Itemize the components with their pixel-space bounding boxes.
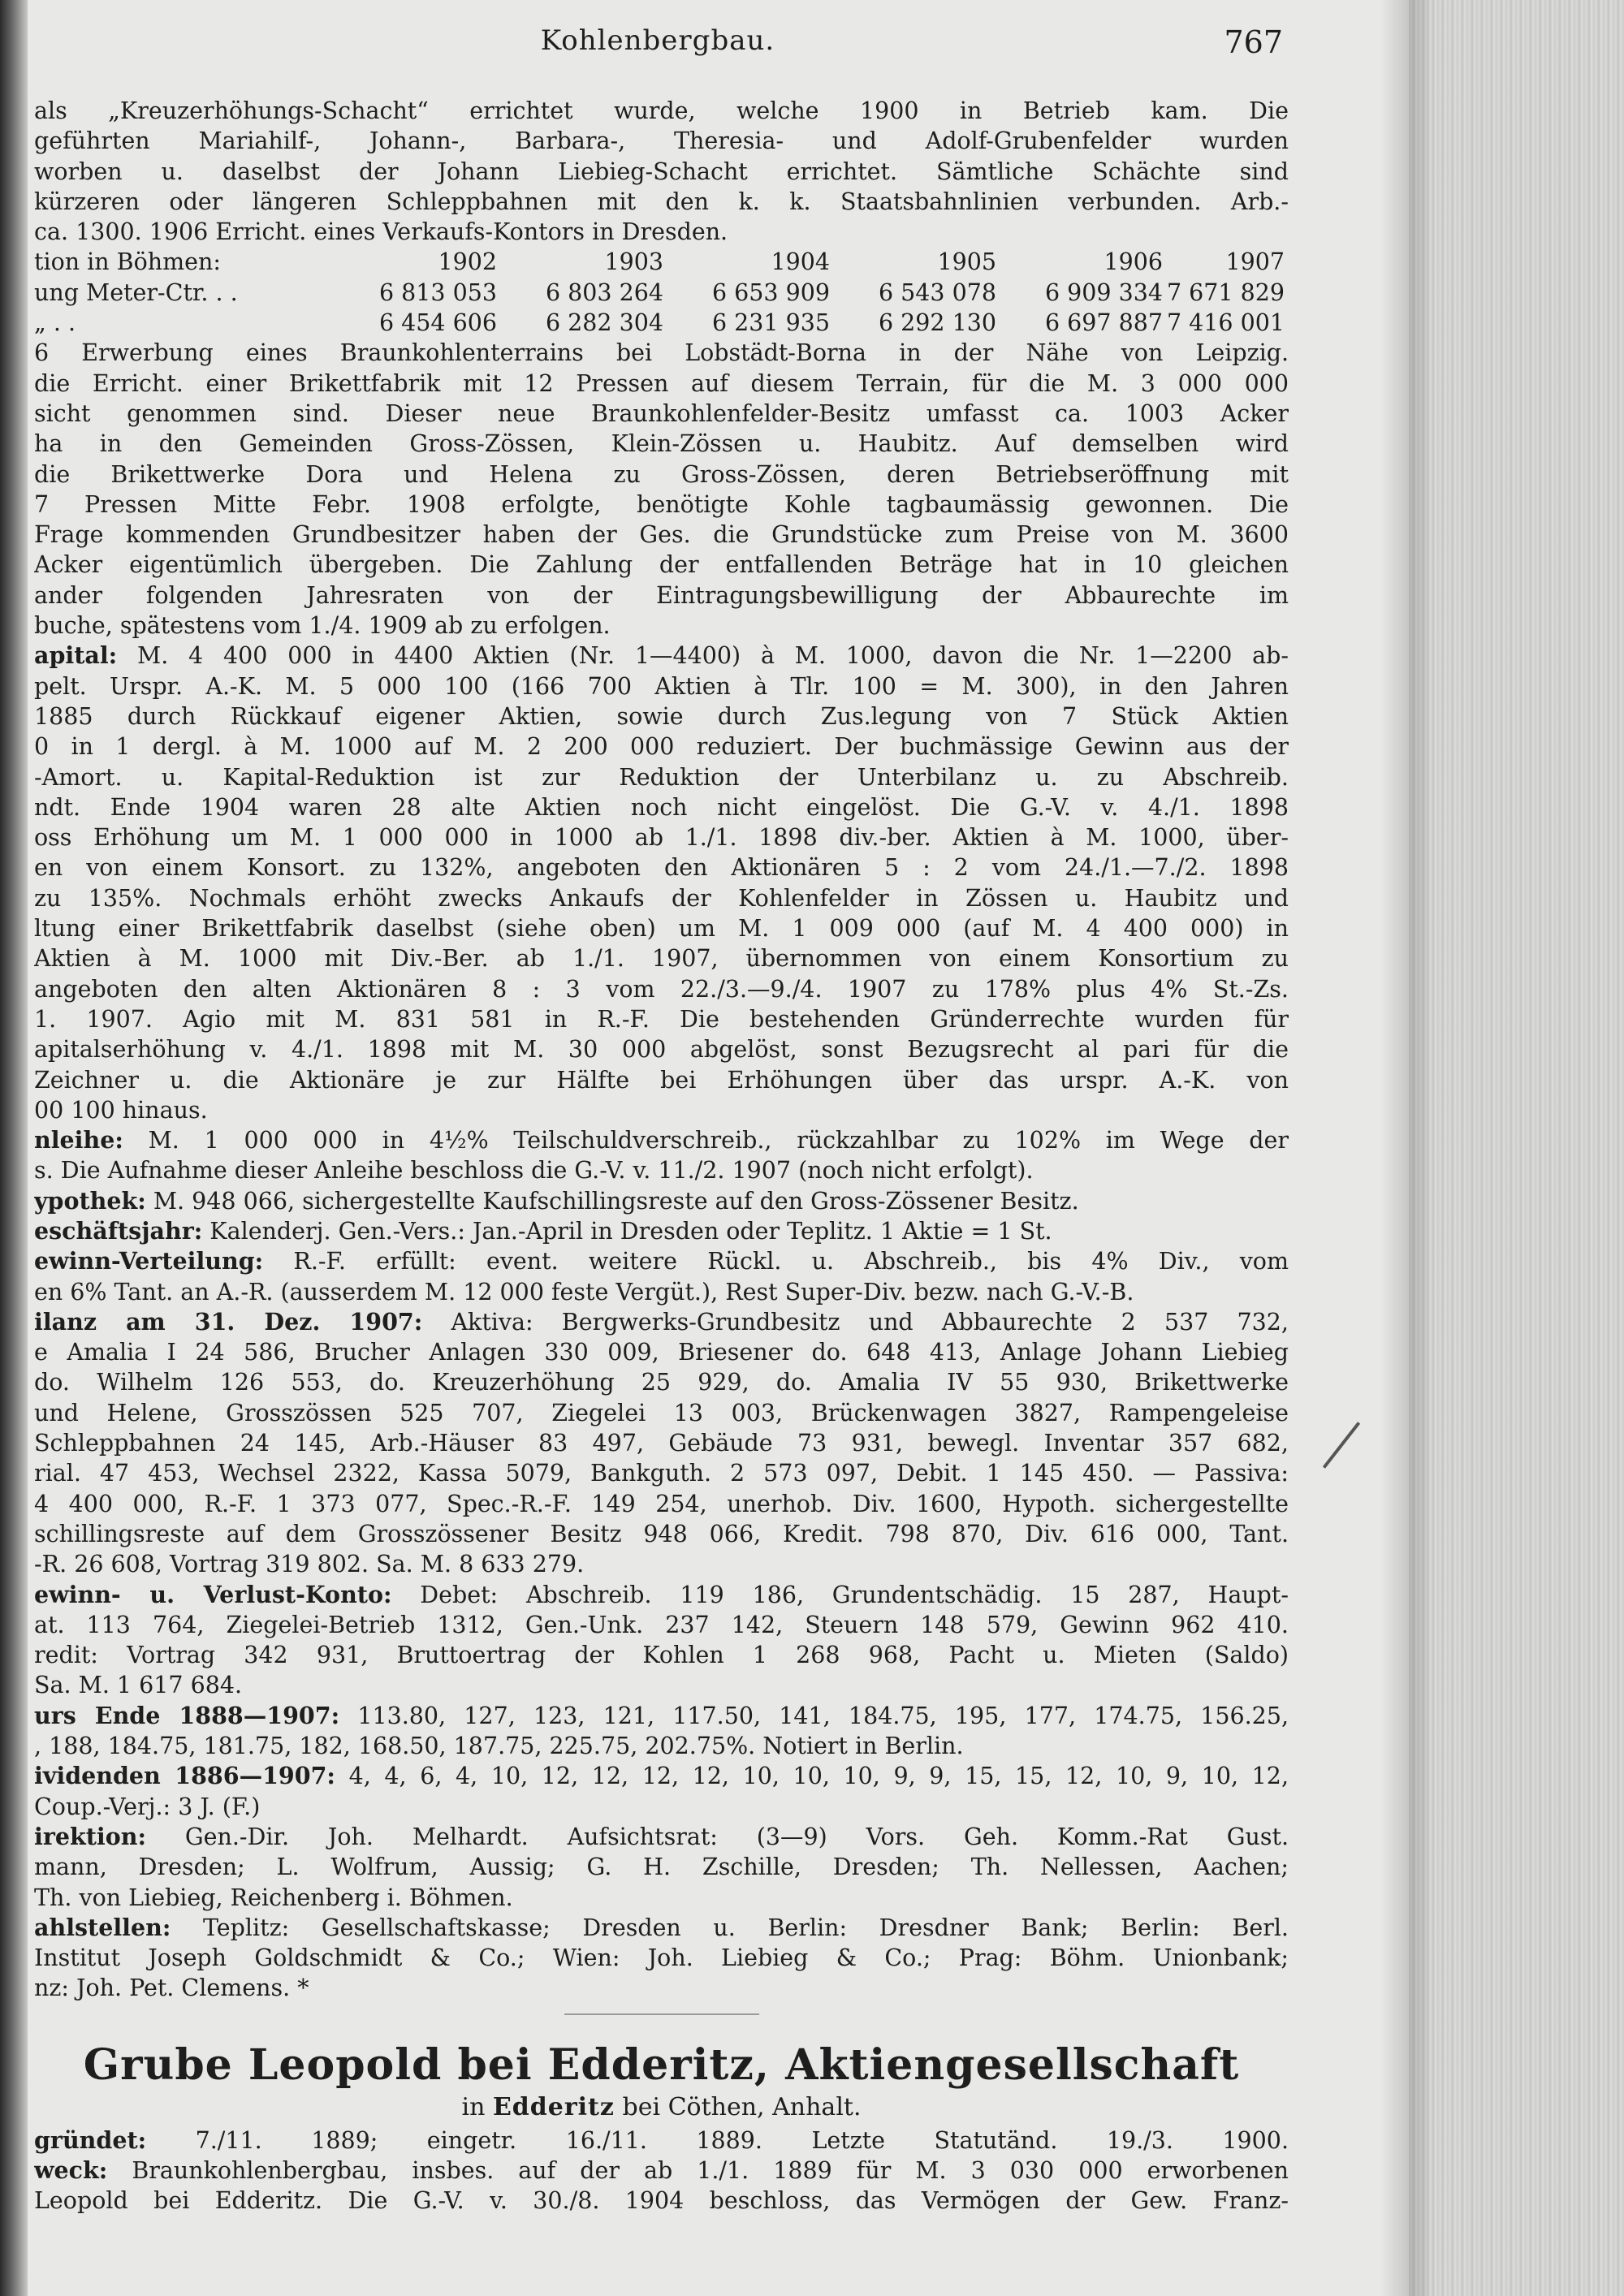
section-label: ypothek: (34, 1186, 146, 1215)
section-label: irektion: (34, 1822, 146, 1850)
gutter-shadow (1380, 0, 1429, 2296)
text-line (34, 1549, 1289, 1579)
text-line: kürzeren oder längeren Schleppbahnen mit den k. k. Staatsbahnlinien verbunden. Arb.- (34, 188, 1289, 215)
text-line (34, 1004, 1289, 1034)
table-row (34, 247, 1289, 277)
pencil-mark (1323, 1422, 1360, 1469)
section-text: 0 in 1 dergl. à M. 1000 auf M. 2 200 000 reduziert. Der buchmässige Gewinn aus der (34, 733, 1289, 761)
section-text: angeboten den alten Aktionären 8 : 3 vom 22./3.—9./4. 1907 zu 178% plus 4% St.-Zs. (34, 975, 1289, 1003)
table-cell: 6 697 887 (1044, 309, 1163, 337)
text-line: ander folgenden Jahresraten von der Eintragungsbewilligung der Abbaurechte im (34, 581, 1289, 609)
section-label: ividenden 1886—1907: (34, 1762, 335, 1790)
text-line (34, 732, 1289, 762)
table-cell: 1906 (1104, 248, 1163, 276)
section-first-line (34, 1822, 1289, 1852)
section-label: ilanz am 31. Dez. 1907: (34, 1307, 423, 1336)
text-line (34, 1155, 1289, 1185)
section-text: Institut Joseph Goldschmidt & Co.; Wien: Joh. Liebieg & Co.; Prag: Böhm. Unionbank; (34, 1944, 1289, 1972)
section-text: Braunkohlenbergbau, insbes. auf der ab 1./1. 1889 für M. 3 030 000 erworbenen (132, 2157, 1289, 2184)
section-text: mann, Dresden; L. Wolfrum, Aussig; G. H. Zschille, Dresden; Th. Nellessen, Aachen; (34, 1854, 1289, 1881)
table-row (34, 278, 1289, 308)
section-text: Gen.-Dir. Joh. Melhardt. Aufsichtsrat: (3—9) Vors. Geh. Komm.-Rat Gust. (184, 1823, 1289, 1850)
section-text: en von einem Konsort. zu 132%, angeboten den Aktionären 5 : 2 vom 24./1.—7./2. 1898 (34, 854, 1289, 882)
section-text: schillingsreste auf dem Grosszössener Besitz 948 066, Kredit. 798 870, Div. 616 000, Tant. (34, 1520, 1289, 1547)
text-line: 7 Pressen Mitte Febr. 1908 erfolgte, benötigte Kohle tagbaumässig gewonnen. Die (34, 490, 1289, 518)
section-text: ndt. Ende 1904 waren 28 alte Aktien noch nicht eingelöst. Die G.-V. v. 4./1. 1898 (34, 793, 1289, 821)
table-cell: 6 292 130 (878, 309, 996, 337)
binding-edge-shadow (0, 0, 28, 2296)
table-cell: 6 543 078 (878, 278, 996, 306)
section-text: Th. von Liebieg, Reichenberg i. Böhmen. (34, 1884, 513, 1911)
page-body (34, 96, 1289, 2216)
text-line (34, 913, 1289, 943)
section-first-line (34, 1186, 1289, 1216)
company-sections (34, 641, 1289, 2003)
text-line (34, 792, 1289, 822)
text-line: die Erricht. einer Brikettfabrik mit 12 Pressen auf diesem Terrain, für die M. 3 000 000 (34, 369, 1289, 397)
section-text: Coup.-Verj.: 3 J. (F.) (34, 1793, 261, 1820)
section-text: do. Wilhelm 126 553, do. Kreuzerhöhung 25 929, do. Amalia IV 55 930, Brikettwerke (34, 1369, 1289, 1396)
text-line (34, 1034, 1289, 1064)
section-text: Sa. M. 1 617 684. (34, 1672, 243, 1699)
section-first-line (34, 1701, 1289, 1731)
section-text: ltung einer Brikettfabrik daselbst (siehe oben) um M. 1 009 000 (auf M. 4 400 000) in (34, 915, 1289, 943)
text-line: Frage kommenden Grundbesitzer haben der Ges. die Grundstücke zum Preise von M. 3600 (34, 521, 1289, 549)
section-first-line (34, 1246, 1289, 1276)
text-line: worben u. daselbst der Johann Liebieg-Schacht errichtet. Sämtliche Schächte sind (34, 158, 1289, 185)
text-line (34, 974, 1289, 1004)
section-label: nleihe: (34, 1126, 123, 1154)
table-cell: 6 803 264 (545, 278, 663, 306)
section-label: urs Ende 1888—1907: (34, 1701, 340, 1729)
text-line: ca. 1300. 1906 Erricht. eines Verkaufs-Kontors in Dresden. (34, 218, 728, 246)
section-label: gründet: (34, 2126, 147, 2154)
text-line (34, 2186, 1289, 2216)
text-line (34, 1398, 1289, 1428)
table-cell: 1904 (771, 248, 830, 276)
text-line: geführten Mariahilf-, Johann-, Barbara-, Theresia- und Adolf-Grubenfelder wurden (34, 127, 1289, 155)
text-line: als „Kreuzerhöhungs-Schacht“ errichtet wurde, welche 1900 in Betrieb kam. Die (34, 97, 1289, 124)
text-line: Acker eigentümlich übergeben. Die Zahlung der entfallenden Beträge hat in 10 gleichen (34, 551, 1289, 579)
section-label: ahlstellen: (34, 1913, 171, 1941)
table-cell: 6 454 606 (378, 309, 497, 337)
section-text: rial. 47 453, Wechsel 2322, Kassa 5079, Bankguth. 2 573 097, Debit. 1 145 450. — Passiva: (34, 1460, 1289, 1487)
text-line (34, 1367, 1289, 1397)
text-line (34, 1428, 1289, 1458)
text-line (34, 1640, 1289, 1670)
text-line (34, 1943, 1289, 1973)
next-company-entries (34, 2126, 1289, 2216)
intro-paragraph (34, 96, 1289, 247)
section-text: Zeichner u. die Aktionäre je zur Hälfte bei Erhöhungen über das urspr. A.-K. von (34, 1066, 1289, 1094)
section-text: at. 113 764, Ziegelei-Betrieb 1312, Gen.-Unk. 237 142, Steuern 148 579, Gewinn 962 410. (34, 1611, 1289, 1638)
section-first-line (34, 1307, 1289, 1337)
section-text: -Amort. u. Kapital-Reduktion ist zur Reduktion der Unterbilanz u. zu Abschreib. (34, 763, 1289, 791)
table-cell: 6 653 909 (711, 278, 830, 306)
section-first-line (34, 1580, 1289, 1610)
section-text: 4, 4, 6, 4, 10, 12, 12, 12, 12, 10, 10, 10, 9, 9, 15, 15, 12, 10, 9, 10, 12, (348, 1763, 1289, 1790)
table-row (34, 308, 1289, 338)
text-line (34, 2156, 1289, 2186)
section-text: 1. 1907. Agio mit M. 831 581 in R.-F. Die bestehenden Gründerrechte wurden für (34, 1005, 1289, 1033)
table-cell: 1907 (1225, 248, 1285, 276)
table-cell: 1903 (604, 248, 663, 276)
section-text: e Amalia I 24 586, Brucher Anlagen 330 009, Briesener do. 648 413, Anlage Johann Liebieg (34, 1339, 1289, 1366)
section-text: M. 948 066, sichergestellte Kaufschillingsreste auf den Gross-Zössener Besitz. (153, 1187, 1079, 1215)
table-cell: 7 671 829 (1166, 278, 1285, 306)
table-cell: 6 231 935 (711, 309, 830, 337)
table-cell: „ . . (34, 309, 76, 337)
section-text: M. 4 400 000 in 4400 Aktien (Nr. 1—4400) à M. 1000, davon die Nr. 1—2200 ab- (137, 642, 1289, 670)
running-title: Kohlenbergbau. (540, 24, 775, 57)
section-divider (564, 2013, 759, 2015)
text-line: die Brikettwerke Dora und Helena zu Gross-Zössen, deren Betriebseröffnung mit (34, 460, 1289, 488)
section-label: eschäftsjahr: (34, 1216, 203, 1245)
text-line (34, 1519, 1289, 1549)
text-line (34, 1489, 1289, 1519)
text-line (34, 1277, 1289, 1307)
adjacent-page-edges (1409, 0, 1624, 2296)
section-text: Aktien à M. 1000 mit Div.-Ber. ab 1./1. 1907, übernommen von einem Konsortium zu (34, 945, 1289, 973)
text-line: buche, spätestens vom 1./4. 1909 ab zu erfolgen. (34, 612, 611, 640)
production-table (34, 247, 1289, 338)
section-label: apital: (34, 641, 118, 670)
section-text: R.-F. erfüllt: event. weitere Rückl. u. Abschreib., bis 4% Div., vom (293, 1248, 1289, 1275)
section-text: nz: Joh. Pet. Clemens. * (34, 1974, 309, 2002)
section-text: 00 100 hinaus. (34, 1096, 208, 1124)
table-cell: ung Meter-Ctr. . . (34, 278, 238, 306)
text-line (34, 943, 1289, 973)
section-text: Aktiva: Bergwerks-Grundbesitz und Abbaurechte 2 537 732, (451, 1308, 1289, 1336)
section-first-line (34, 1216, 1289, 1246)
section-text: pelt. Urspr. A.-K. M. 5 000 100 (166 700 Aktien à Tlr. 100 = M. 300), in den Jahren (34, 672, 1289, 700)
text-line (34, 1337, 1289, 1367)
section-text: -R. 26 608, Vortrag 319 802. Sa. M. 8 633 279. (34, 1551, 585, 1578)
text-line (34, 1610, 1289, 1640)
section-text: 113.80, 127, 123, 121, 117.50, 141, 184.75, 195, 177, 174.75, 156.25, (357, 1702, 1289, 1729)
text-line (34, 852, 1289, 883)
section-text: Teplitz: Gesellschaftskasse; Dresden u. Berlin: Dresdner Bank; Berlin: Berl. (203, 1914, 1289, 1941)
text-line (34, 1792, 1289, 1822)
text-line (34, 671, 1289, 701)
section-text: und Helene, Grosszössen 525 707, Ziegelei 13 003, Brückenwagen 3827, Rampengeleise (34, 1399, 1289, 1426)
section-text: Debet: Abschreib. 119 186, Grundentschädig. 15 287, Haupt- (420, 1581, 1289, 1608)
section-text: , 188, 184.75, 181.75, 182, 168.50, 187.75, 225.75, 202.75%. Notiert in Berlin. (34, 1733, 964, 1760)
text-line (34, 883, 1289, 913)
section-text: s. Die Aufnahme dieser Anleihe beschloss die G.-V. v. 11./2. 1907 (noch nicht erfolgt). (34, 1157, 1034, 1185)
text-line (34, 1458, 1289, 1488)
section-text: M. 1 000 000 in 4½% Teilschuldverschreib., rückzahlbar zu 102% im Wege der (148, 1127, 1289, 1154)
table-cell: 6 282 304 (545, 309, 663, 337)
text-line (34, 1731, 1289, 1761)
acquisition-paragraph (34, 338, 1289, 641)
section-text: Leopold bei Edderitz. Die G.-V. v. 30./8. 1904 beschloss, das Vermögen der Gew. Franz- (34, 2187, 1289, 2215)
text-line (34, 1095, 1289, 1125)
table-cell: tion in Böhmen: (34, 248, 221, 276)
section-text: redit: Vortrag 342 931, Bruttoertrag der Kohlen 1 268 968, Pacht u. Mieten (Saldo) (34, 1642, 1289, 1669)
next-company-location: in Edderitz bei Cöthen, Anhalt. (461, 2092, 862, 2121)
text-line: ha in den Gemeinden Gross-Zössen, Klein-Zössen u. Haubitz. Auf demselben wird (34, 430, 1289, 458)
section-text: Kalenderj. Gen.-Vers.: Jan.-April in Dresden oder Teplitz. 1 Aktie = 1 St. (209, 1217, 1052, 1245)
section-text: en 6% Tant. an A.-R. (ausserdem M. 12 000 feste Vergüt.), Rest Super-Div. bezw. nach G.-V.-B. (34, 1278, 1134, 1306)
section-label: weck: (34, 2156, 108, 2184)
section-label: ewinn-Verteilung: (34, 1247, 264, 1275)
section-text: oss Erhöhung um M. 1 000 000 in 1000 ab 1./1. 1898 div.-ber. Aktien à M. 1000, über- (34, 824, 1289, 852)
section-first-line (34, 641, 1289, 671)
page-number: 767 (1224, 24, 1283, 60)
section-text: 4 400 000, R.-F. 1 373 077, Spec.-R.-F. 149 254, unerhob. Div. 1600, Hypoth. sichergestellte (34, 1490, 1289, 1517)
text-line (34, 822, 1289, 852)
section-text: 1885 durch Rückkauf eigener Aktien, sowie durch Zus.legung von 7 Stück Aktien (34, 702, 1289, 730)
section-label: ewinn- u. Verlust-Konto: (34, 1580, 392, 1608)
text-line: 6 Erwerbung eines Braunkohlenterrains bei Lobstädt-Borna in der Nähe von Leipzig. (34, 339, 1289, 367)
section-first-line (34, 1913, 1289, 1943)
section-first-line (34, 1125, 1289, 1155)
table-cell: 6 909 334 (1044, 278, 1163, 306)
page-header (32, 24, 1283, 65)
text-line (34, 1670, 1289, 1700)
text-line (34, 1883, 1289, 1913)
section-text: apitalserhöhung v. 4./1. 1898 mit M. 30 000 abgelöst, sonst Bezugsrecht al pari für die (34, 1036, 1289, 1064)
text-line (34, 701, 1289, 732)
text-line (34, 2126, 1289, 2156)
section-text: Schleppbahnen 24 145, Arb.-Häuser 83 497, Gebäude 73 931, bewegl. Inventar 357 682, (34, 1430, 1289, 1457)
section-text: 7./11. 1889; eingetr. 16./11. 1889. Letzte Statutänd. 19./3. 1900. (195, 2126, 1289, 2154)
text-line: sicht genommen sind. Dieser neue Braunkohlenfelder-Besitz umfasst ca. 1003 Acker (34, 399, 1289, 427)
table-cell: 6 813 053 (378, 278, 497, 306)
section-text: zu 135%. Nochmals erhöht zwecks Ankaufs der Kohlenfelder in Zössen u. Haubitz und (34, 884, 1289, 912)
table-cell: 1905 (937, 248, 996, 276)
text-line (34, 1852, 1289, 1882)
section-first-line (34, 1761, 1289, 1791)
text-line (34, 762, 1289, 792)
text-line (34, 1973, 1289, 2003)
next-company-title: Grube Leopold bei Edderitz, Aktiengesellschaft (83, 2039, 1240, 2090)
table-cell: 7 416 001 (1166, 309, 1285, 337)
table-cell: 1902 (438, 248, 497, 276)
text-line (34, 1065, 1289, 1095)
